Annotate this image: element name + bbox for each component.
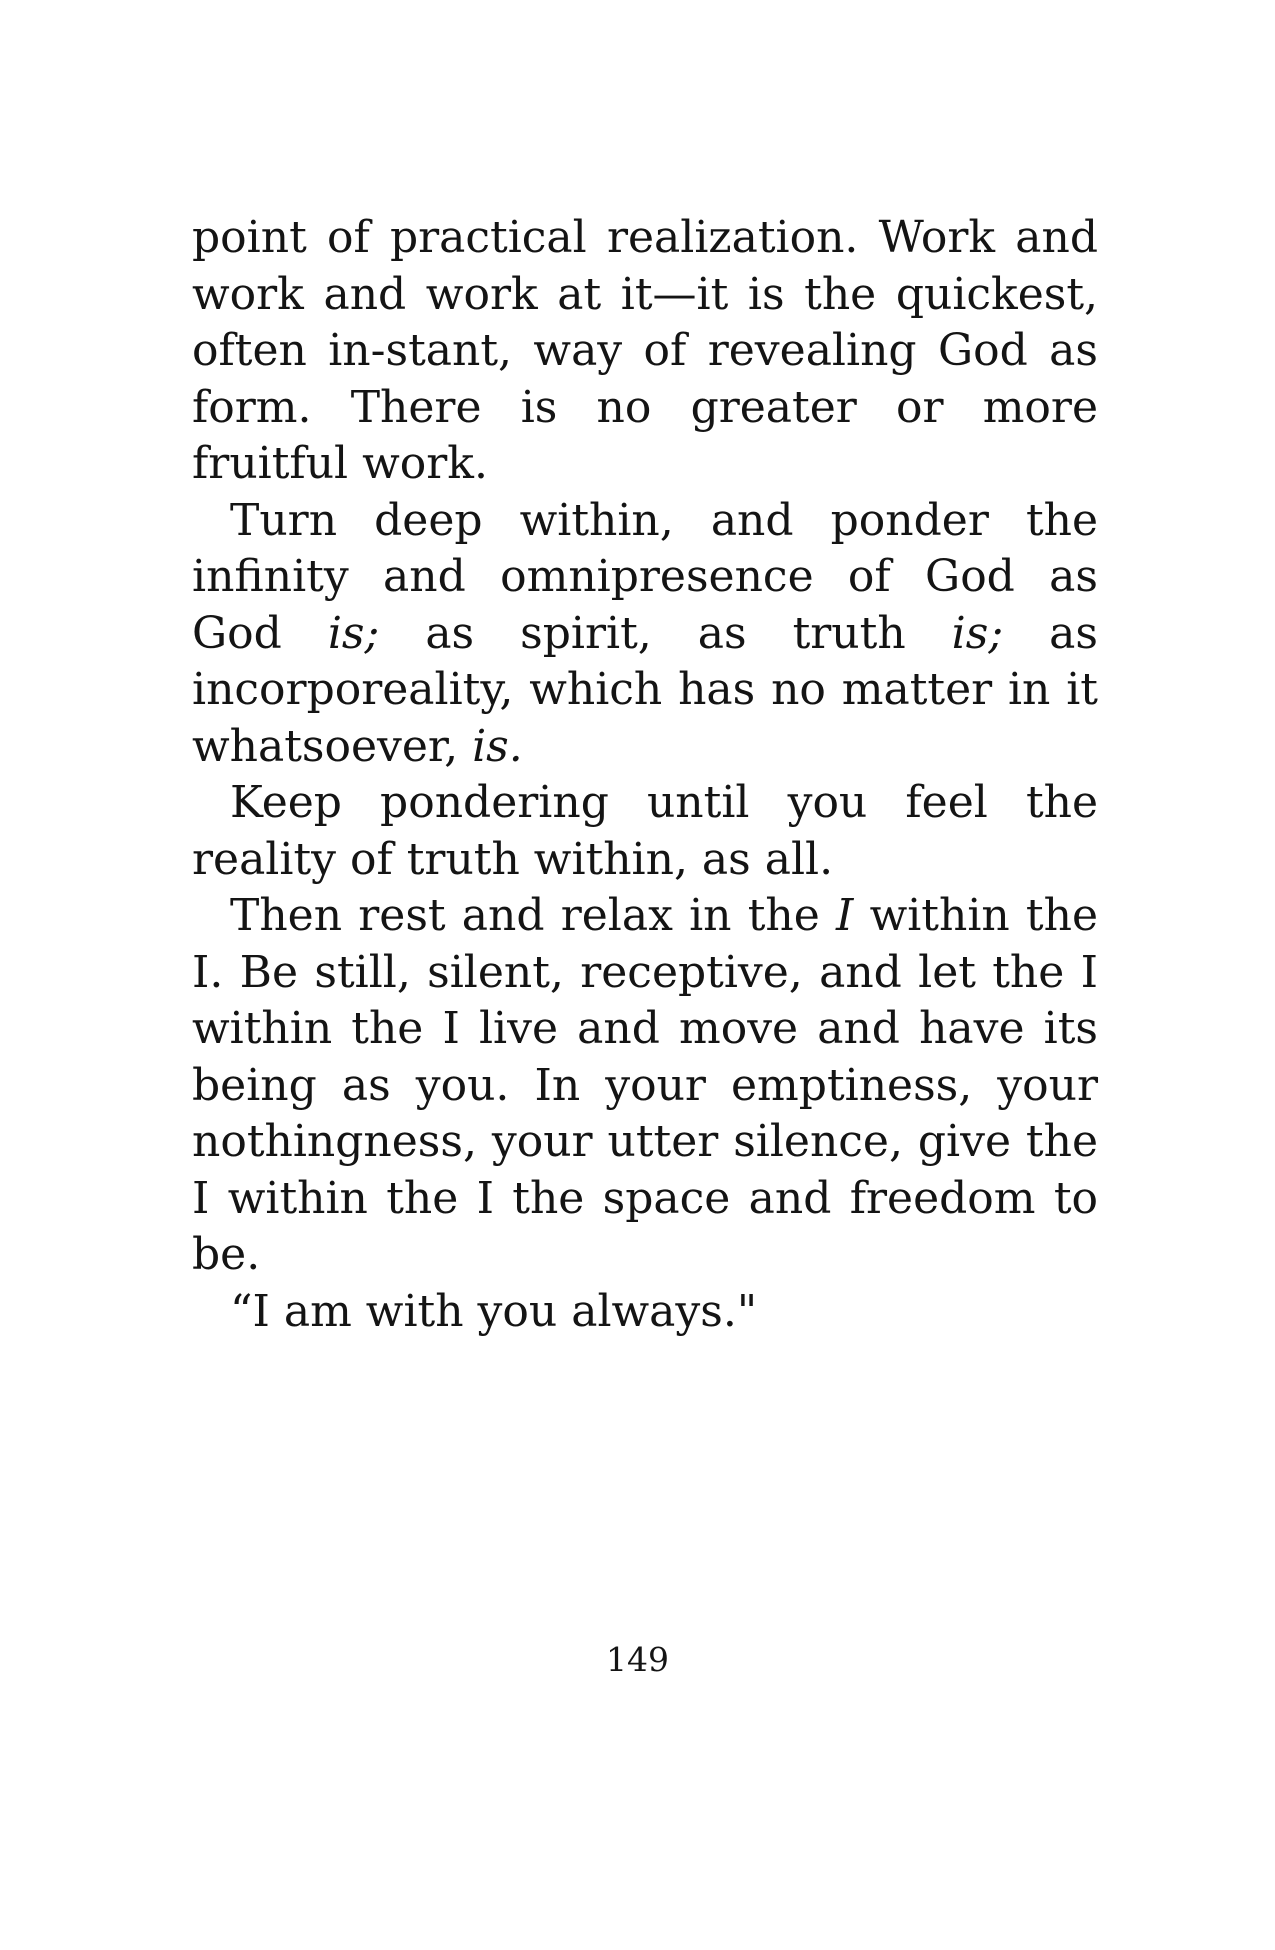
text-run: as incorporeality, which has no matter in it whatsoever,	[192, 607, 1098, 772]
paragraph-4	[192, 888, 1098, 1284]
paragraph-2	[192, 493, 1098, 776]
italic-run: is;	[327, 607, 380, 659]
text-run: Turn deep within, and ponder the infinity and omnipresence of God as God	[192, 494, 1098, 659]
italic-run: is.	[472, 720, 523, 772]
italic-run: is;	[951, 607, 1004, 659]
paragraph-1	[192, 210, 1098, 493]
text-run: Keep pondering until you feel the reality of truth within, as all.	[192, 777, 1098, 885]
text-run: “I am with you always."	[230, 1285, 758, 1337]
text-run: Then rest and relax in the	[230, 890, 836, 941]
italic-run: I	[835, 890, 854, 941]
paragraph-3	[192, 775, 1098, 888]
text-run: within the I. Be still, silent, receptive, and let the I within the I live and move and have its being as you. In your emptiness, your nothingness, your utter silence, give the I within the I the space and freedom to be.	[192, 890, 1098, 1280]
paragraph-5	[192, 1284, 1098, 1341]
body-text	[192, 210, 1098, 1340]
page-number: 149	[606, 1640, 669, 1679]
text-run: as spirit, as truth	[379, 607, 952, 659]
text-run: point of practical realization. Work and work and work at it—it is the quickest, often in-stant, way of revealing God as form. There is no greater or more fruitful work.	[192, 212, 1098, 489]
